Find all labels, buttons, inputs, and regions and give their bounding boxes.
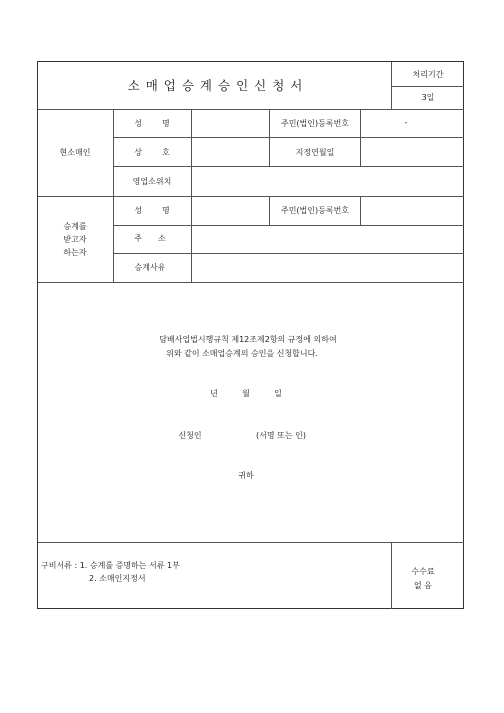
successor-reason-label: 승계사유 bbox=[134, 263, 166, 272]
rule-period-split bbox=[391, 86, 464, 87]
recipient-label: 귀하 bbox=[238, 471, 254, 480]
rule-cur-row2 bbox=[113, 166, 464, 167]
current-resident-no-label: 주민(법인)등록번호 bbox=[280, 119, 350, 128]
date-year: 년 bbox=[210, 389, 218, 398]
fee-value: 없 음 bbox=[414, 581, 432, 590]
rule-mid-col-1 bbox=[269, 109, 270, 166]
rule-attachments-top bbox=[38, 542, 464, 543]
successor-resident-no-label: 주민(법인)등록번호 bbox=[280, 206, 350, 215]
rule-suc-row2 bbox=[113, 253, 464, 254]
statement-line2: 위와 같이 소매업승계의 승인을 신청합니다. bbox=[166, 349, 318, 358]
rule-statement-top bbox=[38, 282, 464, 283]
rule-cur-row1 bbox=[113, 137, 464, 138]
current-business-location-label: 영업소위치 bbox=[132, 177, 172, 186]
successor-address-label: 주소 bbox=[134, 234, 182, 243]
successor-label-line3: 하는자 bbox=[63, 248, 87, 257]
successor-label-line1: 승계를 bbox=[63, 222, 87, 231]
form-title: 소매업승계승인신청서 bbox=[127, 78, 309, 93]
current-name-label: 성명 bbox=[134, 119, 190, 128]
rule-title-bottom bbox=[38, 109, 464, 110]
signature-note: (서명 또는 인) bbox=[256, 431, 306, 440]
rule-period-left bbox=[391, 62, 392, 109]
processing-period-value: 3일 bbox=[421, 93, 435, 102]
rule-field-col bbox=[191, 109, 192, 282]
rule-label-col bbox=[113, 109, 114, 282]
applicant-label: 신청인 bbox=[178, 431, 202, 440]
date-day: 일 bbox=[274, 389, 282, 398]
rule-suc-row1 bbox=[113, 225, 464, 226]
successor-label-line2: 받고자 bbox=[63, 235, 87, 244]
rule-fee-left bbox=[391, 542, 392, 609]
rule-mid-col-2 bbox=[360, 109, 361, 166]
rule-mid-col-3 bbox=[269, 196, 270, 225]
processing-period-label: 처리기간 bbox=[412, 70, 444, 79]
statement-line1: 담배사업법시행규칙 제12조제2항의 규정에 의하여 bbox=[159, 335, 337, 344]
current-business-name-label: 상호 bbox=[134, 148, 190, 157]
date-month: 월 bbox=[242, 389, 250, 398]
rule-mid-col-4 bbox=[360, 196, 361, 225]
application-form bbox=[37, 61, 464, 609]
current-designation-date-label: 지정연월일 bbox=[295, 148, 335, 157]
successor-name-label: 성명 bbox=[134, 206, 190, 215]
current-resident-no-value: - bbox=[404, 118, 408, 127]
rule-section-split bbox=[38, 196, 464, 197]
current-retailer-label: 현소매인 bbox=[59, 148, 91, 157]
attachments-item2: 2. 소매인지정서 bbox=[89, 574, 146, 583]
fee-label: 수수료 bbox=[411, 567, 435, 576]
attachments-label: 구비서류 : 1. 승계를 증명하는 서류 1부 bbox=[41, 561, 180, 570]
